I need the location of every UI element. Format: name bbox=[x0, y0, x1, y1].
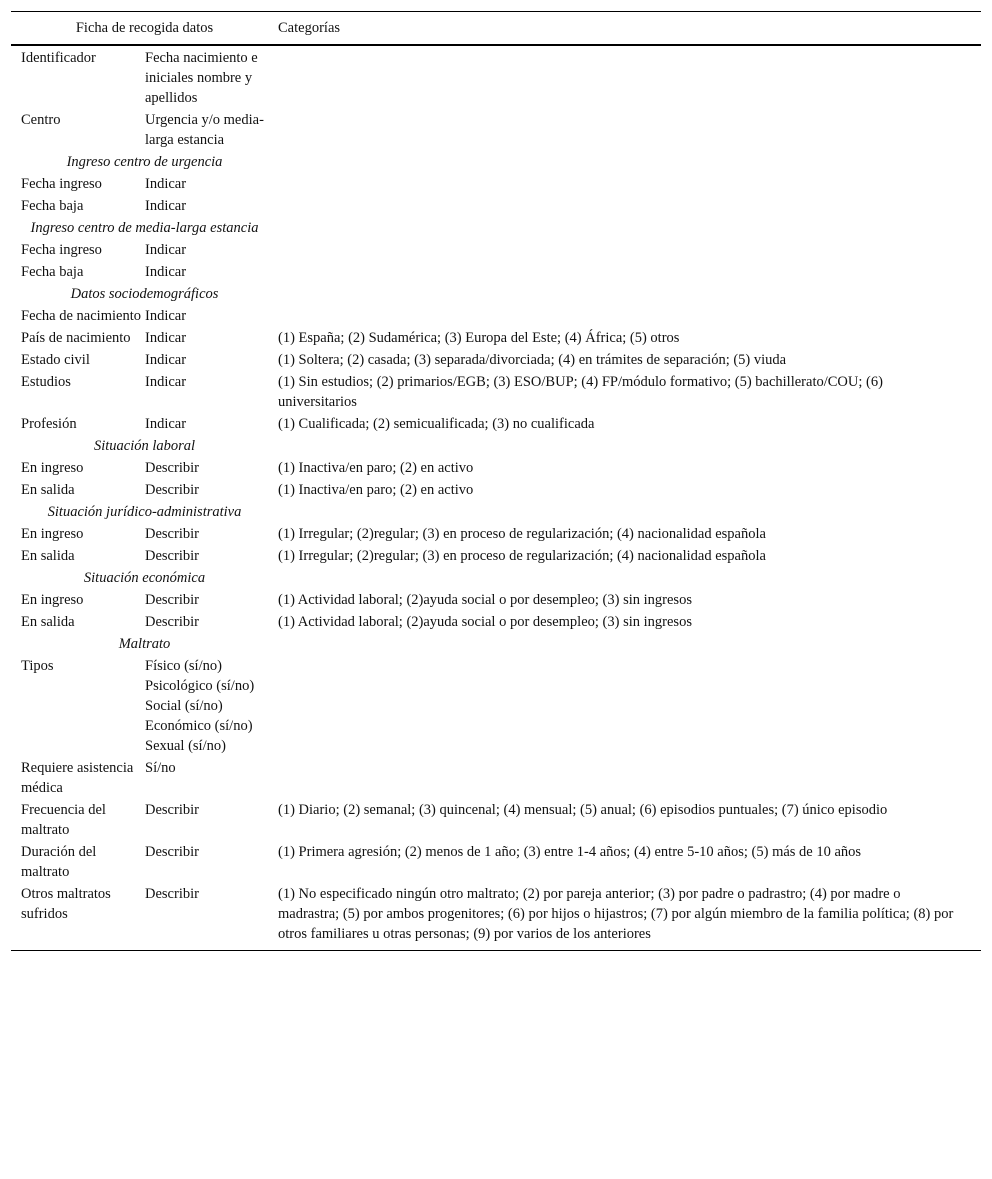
section-row bbox=[11, 434, 981, 456]
table-row bbox=[11, 882, 981, 951]
field-value: Indicar bbox=[145, 242, 187, 258]
section-row bbox=[11, 150, 981, 172]
field-name: Duración del maltrato bbox=[21, 844, 97, 880]
data-collection-table bbox=[11, 11, 981, 951]
section-title: Ingreso centro de urgencia bbox=[66, 154, 223, 170]
section-title: Situación jurídico-administrativa bbox=[47, 504, 242, 520]
table-row bbox=[11, 370, 981, 412]
field-categories bbox=[278, 260, 981, 282]
field-categories: (1) Cualificada; (2) semicualificada; (3) no cualificada bbox=[278, 416, 595, 432]
table-row bbox=[11, 108, 981, 150]
field-categories: (1) Actividad laboral; (2)ayuda social o por desempleo; (3) sin ingresos bbox=[278, 592, 692, 608]
field-value: Describir bbox=[145, 844, 199, 860]
table-row bbox=[11, 172, 981, 194]
field-name: Identificador bbox=[21, 50, 96, 66]
table-row bbox=[11, 798, 981, 840]
section-title: Datos sociodemográficos bbox=[70, 286, 219, 302]
field-categories: (1) Actividad laboral; (2)ayuda social o por desempleo; (3) sin ingresos bbox=[278, 614, 692, 630]
field-name: Frecuencia del maltrato bbox=[21, 802, 106, 838]
field-categories: (1) Irregular; (2)regular; (3) en proceso de regularización; (4) nacionalidad española bbox=[278, 548, 766, 564]
field-name: País de nacimiento bbox=[21, 330, 131, 346]
table-row bbox=[11, 544, 981, 566]
field-categories bbox=[278, 45, 981, 108]
section-row bbox=[11, 566, 981, 588]
field-categories bbox=[278, 304, 981, 326]
field-name: Centro bbox=[21, 112, 61, 128]
field-categories: (1) Diario; (2) semanal; (3) quincenal; (4) mensual; (5) anual; (6) episodios puntuales; (7) único episodio bbox=[278, 802, 888, 818]
section-title: Maltrato bbox=[118, 636, 171, 652]
data-collection-document bbox=[11, 11, 981, 951]
field-name: Otros maltratos sufridos bbox=[11, 882, 145, 951]
table-row bbox=[11, 326, 981, 348]
section-row bbox=[11, 216, 981, 238]
field-value: Describir bbox=[145, 802, 199, 818]
field-categories bbox=[278, 172, 981, 194]
field-name: En ingreso bbox=[21, 526, 84, 542]
table-row bbox=[11, 610, 981, 632]
field-name: Requiere asistencia médica bbox=[21, 760, 134, 796]
field-name: Estado civil bbox=[21, 352, 90, 368]
table-row bbox=[11, 654, 981, 756]
field-value: Describir bbox=[145, 548, 199, 564]
section-title: Ingreso centro de media-larga estancia bbox=[30, 220, 259, 236]
field-name: Fecha ingreso bbox=[21, 242, 102, 258]
field-value: Indicar bbox=[145, 198, 187, 214]
section-title: Situación económica bbox=[83, 570, 206, 586]
field-value: Sí/no bbox=[145, 760, 176, 776]
section-empty-cell bbox=[278, 282, 981, 304]
maltrato-type: Económico (sí/no) bbox=[145, 718, 253, 734]
table-row bbox=[11, 756, 981, 798]
section-empty-cell bbox=[278, 216, 981, 238]
section-row bbox=[11, 500, 981, 522]
table-row bbox=[11, 348, 981, 370]
field-name: En salida bbox=[21, 548, 75, 564]
field-categories bbox=[278, 194, 981, 216]
field-value: Describir bbox=[145, 614, 199, 630]
field-value: Indicar bbox=[145, 352, 187, 368]
section-empty-cell bbox=[278, 566, 981, 588]
table-row bbox=[11, 304, 981, 326]
table-row bbox=[11, 478, 981, 500]
table-row bbox=[11, 412, 981, 434]
table-body bbox=[11, 45, 981, 951]
maltrato-type: Sexual (sí/no) bbox=[145, 738, 226, 754]
field-name: En salida bbox=[21, 614, 75, 630]
field-name: Fecha baja bbox=[21, 264, 84, 280]
field-value: Describir bbox=[145, 526, 199, 542]
maltrato-type: Físico (sí/no) bbox=[145, 658, 222, 674]
table-row bbox=[11, 194, 981, 216]
field-name: Tipos bbox=[21, 658, 54, 674]
field-name: En ingreso bbox=[21, 460, 84, 476]
field-categories: (1) No especificado ningún otro maltrato; (2) por pareja anterior; (3) por padre o padrastro; (4) por madre o madrastra; (5) por ambos progenitores; (6) por hijos o hijastros; (7) por algún miembro de la familia política; (8) por otros familiares u otras personas; (9) por varios de los anteriores bbox=[278, 882, 981, 951]
table-row bbox=[11, 260, 981, 282]
table-row bbox=[11, 522, 981, 544]
header-categorias: Categorías bbox=[278, 12, 981, 46]
field-value: Indicar bbox=[145, 176, 187, 192]
table-row bbox=[11, 840, 981, 882]
field-value: Indicar bbox=[145, 374, 187, 390]
table-row bbox=[11, 456, 981, 478]
field-name: Estudios bbox=[21, 374, 71, 390]
field-value: Describir bbox=[145, 482, 199, 498]
field-categories: (1) Inactiva/en paro; (2) en activo bbox=[278, 460, 474, 476]
field-value: Indicar bbox=[145, 330, 187, 346]
field-value: Describir bbox=[145, 460, 199, 476]
section-empty-cell bbox=[278, 434, 981, 456]
field-value: Indicar bbox=[145, 416, 187, 432]
maltrato-type: Psicológico (sí/no) bbox=[145, 678, 255, 694]
section-empty-cell bbox=[278, 150, 981, 172]
field-value: Fecha nacimiento e iniciales nombre y apellidos bbox=[145, 50, 258, 106]
field-value: Describir bbox=[145, 882, 278, 951]
field-value: Indicar bbox=[145, 264, 187, 280]
table-row bbox=[11, 238, 981, 260]
field-categories: (1) España; (2) Sudamérica; (3) Europa del Este; (4) África; (5) otros bbox=[278, 330, 680, 346]
section-row bbox=[11, 282, 981, 304]
section-title: Situación laboral bbox=[93, 438, 196, 454]
field-categories: (1) Sin estudios; (2) primarios/EGB; (3) ESO/BUP; (4) FP/módulo formativo; (5) bachillerato/COU; (6) universitarios bbox=[278, 374, 883, 410]
table-row bbox=[11, 588, 981, 610]
field-name: Fecha de nacimiento bbox=[21, 308, 141, 324]
field-categories: (1) Inactiva/en paro; (2) en activo bbox=[278, 482, 474, 498]
section-empty-cell bbox=[278, 632, 981, 654]
field-value: Describir bbox=[145, 592, 199, 608]
field-name: Profesión bbox=[21, 416, 77, 432]
field-categories bbox=[278, 756, 981, 798]
maltrato-type: Social (sí/no) bbox=[145, 698, 223, 714]
table-row bbox=[11, 45, 981, 108]
field-categories bbox=[278, 108, 981, 150]
field-value: Urgencia y/o media-larga estancia bbox=[145, 112, 264, 148]
section-row bbox=[11, 632, 981, 654]
field-categories bbox=[278, 238, 981, 260]
field-categories: (1) Irregular; (2)regular; (3) en proceso de regularización; (4) nacionalidad española bbox=[278, 526, 766, 542]
field-value bbox=[145, 654, 278, 756]
field-categories: (1) Soltera; (2) casada; (3) separada/divorciada; (4) en trámites de separación; (5) viuda bbox=[278, 352, 787, 368]
table-header-row bbox=[11, 12, 981, 46]
field-name: En ingreso bbox=[21, 592, 84, 608]
field-name: Fecha ingreso bbox=[21, 176, 102, 192]
header-ficha: Ficha de recogida datos bbox=[11, 12, 278, 46]
field-value: Indicar bbox=[145, 308, 187, 324]
field-name: Fecha baja bbox=[21, 198, 84, 214]
section-empty-cell bbox=[278, 500, 981, 522]
field-name: En salida bbox=[21, 482, 75, 498]
field-categories bbox=[278, 654, 981, 756]
field-categories: (1) Primera agresión; (2) menos de 1 año; (3) entre 1-4 años; (4) entre 5-10 años; (5) más de 10 años bbox=[278, 844, 862, 860]
